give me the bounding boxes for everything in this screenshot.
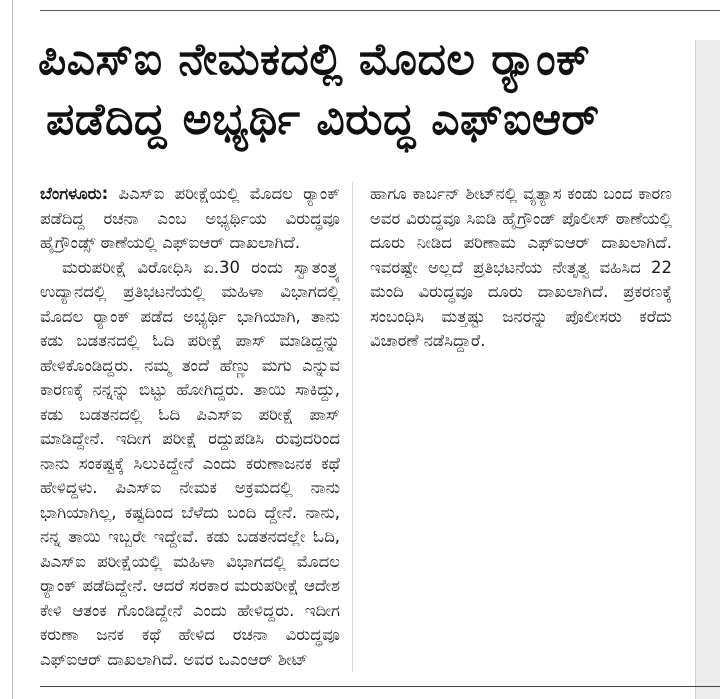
article-headline <box>38 30 678 150</box>
headline-line-1: ಪಿಎಸ್‌ಐ ನೇಮಕದಲ್ಲಿ ಮೊದಲ ರ‍್ಯಾಂಕ್ <box>38 34 591 85</box>
dateline: ಬೆಂಗಳೂರು: <box>40 184 109 203</box>
column-divider <box>352 182 353 672</box>
paragraph-1 <box>40 182 340 256</box>
article-body-continued <box>370 182 672 354</box>
paragraph-2-continued: ಹಾಗೂ ಕಾರ್ಬನ್ ಶೀಟ್‌ನಲ್ಲಿ ವ್ಯತ್ಯಾಸ ಕಂಡು ಬಂದ ಕಾರಣ ಅವರ ವಿರುದ್ಧವೂ ಸಿಐಡಿ ಹೈಗ್ರೌಂಡ್ ಪೊಲೀಸ್ ಠಾಣೆಯಲ್ಲಿ ದೂರು ನೀಡಿದ ಪರಿಣಾಮ ಎಫ್‌ಐಆರ್ ದಾಖಲಾಗಿದೆ. ಇವರಷ್ಟೇ ಅಲ್ಲದೆ ಪ್ರತಿಭಟನೆಯ ನೇತೃತ್ವ ವಹಿಸಿದ 22 ಮಂದಿ ವಿರುದ್ಧವೂ ದೂರು ದಾಖಲಾಗಿದೆ. ಪ್ರಕರಣಕ್ಕೆ ಸಂಬಂಧಿಸಿ ಮತ್ತಷ್ಟು ಜನರನ್ನು ಪೊಲೀಸರು ಕರೆದು ವಿಚಾರಣೆ ನಡೆಸಿದ್ದಾರೆ. <box>370 184 672 350</box>
headline-line-2: ಪಡೆದಿದ್ದ ಅಭ್ಯರ್ಥಿ ವಿರುದ್ಧ ಎಫ್‌ಐಆರ್ <box>46 94 600 145</box>
paragraph-1-text: ಪಿಎಸ್‌ಐ ಪರೀಕ್ಷೆಯಲ್ಲಿ ಮೊದಲ ರ‍್ಯಾಂಕ್ ಪಡೆದಿದ್ದ ರಚನಾ ಎಂಬ ಅಭ್ಯರ್ಥಿಯ ವಿರುದ್ಧವೂ ಹೈಗ್ರೌಂಡ್ಸ್ ಠಾಣೆಯಲ್ಲಿ ಎಫ್‌ಐಆರ್ ದಾಖಲಾಗಿದೆ. <box>40 184 340 252</box>
bottom-divider <box>40 686 720 687</box>
page-edge-rule <box>12 0 13 699</box>
top-divider <box>40 10 720 11</box>
paragraph-2: ಮರುಪರೀಕ್ಷೆ ವಿರೋಧಿಸಿ ಏ.30 ರಂದು ಸ್ವಾತಂತ್ರ್ಯ ಉದ್ಯಾನದಲ್ಲಿ ಪ್ರತಿಭಟನೆಯಲ್ಲಿ ಮಹಿಳಾ ವಿಭಾಗದಲ್ಲಿ ಮೊದಲ ರ‍್ಯಾಂಕ್ ಪಡೆದ ಅಭ್ಯರ್ಥಿ ಭಾಗಿಯಾಗಿ, ತಾನು ಕಡು ಬಡತನದಲ್ಲಿ ಓದಿ ಪರೀಕ್ಷೆ ಪಾಸ್ ಮಾಡಿದ್ದನ್ನು ಹೇಳಿಕೊಂಡಿದ್ದರು. ನಮ್ಮ ತಂದೆ ಹೆಣ್ಣು ಮಗು ಎನ್ನುವ ಕಾರಣಕ್ಕೆ ನನ್ನನ್ನು ಬಿಟ್ಟು ಹೋಗಿದ್ದರು. ತಾಯಿ ಸಾಕಿದ್ದು, ಕಡು ಬಡತನದಲ್ಲಿ ಓದಿ ಪಿಎಸ್‌ಐ ಪರೀಕ್ಷೆ ಪಾಸ್ ಮಾಡಿದ್ದೇನೆ. ಇದೀಗ ಪರೀಕ್ಷೆ ರದ್ದುಪಡಿಸಿ ರುವುದರಿಂದ ನಾನು ಸಂಕಷ್ಟಕ್ಕೆ ಸಿಲುಕಿದ್ದೇನೆ ಎಂದು ಕರುಣಾಜನಕ ಕಥೆ ಹೇಳಿದ್ದಳು. ಪಿಎಸ್‌ಐ ನೇಮಕ ಅಕ್ರಮದಲ್ಲಿ ನಾನು ಭಾಗಿಯಾಗಿಲ್ಲ, ಕಷ್ಟದಿಂದ ಬೆಳೆದು ಬಂದಿ ದ್ದೇನೆ. ನಾನು, ನನ್ನ ತಾಯಿ ಇಬ್ಬರೇ ಇದ್ದೇವೆ. ಕಡು ಬಡತನದಲ್ಲೇ ಓದಿ, ಪಿಎಸ್‌ಐ ಪರೀಕ್ಷೆಯಲ್ಲಿ ಮಹಿಳಾ ವಿಭಾಗದಲ್ಲಿ ಮೊದಲ ರ‍್ಯಾಂಕ್ ಪಡೆದಿದ್ದೇನೆ. ಆದರೆ ಸರಕಾರ ಮರುಪರೀಕ್ಷೆ ಆದೇಶ ಕೇಳಿ ಆತಂಕ ಗೊಂಡಿದ್ದೇನೆ ಎಂದು ಹೇಳಿದ್ದರು. ಇದೀಗ ಕರುಣಾ ಜನಕ ಕಥೆ ಹೇಳಿದ ರಚನಾ ವಿರುದ್ಧವೂ ಎಫ್‌ಐಆರ್ ದಾಖಲಾಗಿದೆ. ಅವರ ಒಎಂಆರ್ ಶೀಟ್ <box>40 257 340 669</box>
adjacent-column-edge <box>695 40 720 699</box>
article-body <box>40 182 340 672</box>
